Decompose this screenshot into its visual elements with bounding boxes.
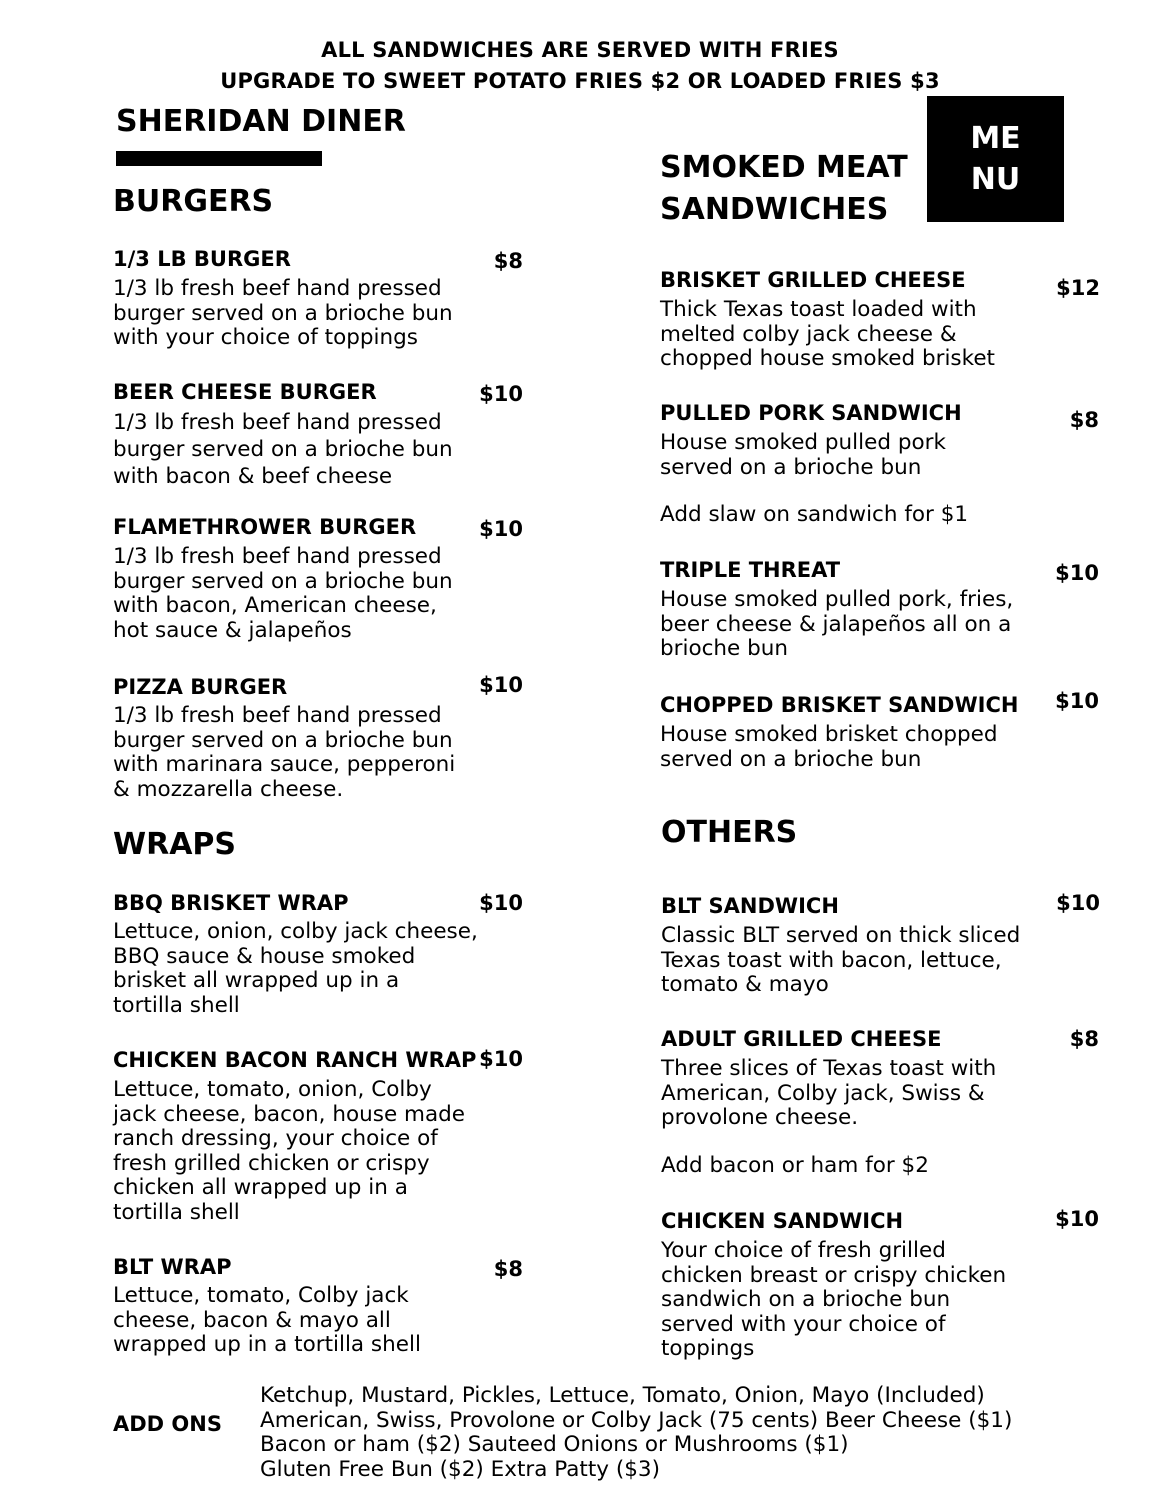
menu-item-description xyxy=(113,277,493,351)
add-ons-label: ADD ONS xyxy=(113,1412,222,1436)
menu-item-description xyxy=(113,920,493,1018)
menu-item-name: CHICKEN SANDWICH xyxy=(661,1209,904,1233)
menu-item-name: BBQ BRISKET WRAP xyxy=(113,891,349,915)
menu-item-price: $10 xyxy=(479,517,523,541)
description-line: tortilla shell xyxy=(113,1199,240,1225)
menu-item-description xyxy=(660,298,1032,372)
description-line: House smoked pulled pork xyxy=(660,430,946,455)
menu-item-price: $10 xyxy=(1055,561,1099,585)
menu-item-price: $10 xyxy=(479,382,523,406)
menu-item-name: TRIPLE THREAT xyxy=(660,558,841,582)
description-line: BBQ sauce & house smoked xyxy=(113,943,416,969)
menu-badge-line-2: NU xyxy=(970,162,1021,197)
menu-item-description xyxy=(660,723,1032,772)
menu-item-description xyxy=(660,431,1032,480)
description-line: sandwich on a brioche bun xyxy=(661,1287,951,1312)
description-line: served on a brioche bun xyxy=(660,746,922,772)
menu-item-price: $8 xyxy=(493,1257,523,1281)
menu-item-name: CHOPPED BRISKET SANDWICH xyxy=(660,693,1019,717)
banner-line-2: UPGRADE TO SWEET POTATO FRIES $2 OR LOADED FRIES $3 xyxy=(220,69,940,93)
description-line: brisket all wrapped up in a xyxy=(113,968,400,993)
menu-item-description xyxy=(661,1239,1033,1362)
description-line: with bacon & beef cheese xyxy=(113,464,393,489)
description-line: chopped house smoked brisket xyxy=(660,346,995,371)
section-title-wraps: WRAPS xyxy=(113,827,237,862)
description-line: burger served on a brioche bun xyxy=(113,727,453,753)
description-line: House smoked brisket chopped xyxy=(660,722,998,747)
menu-item-price: $8 xyxy=(1069,408,1099,432)
menu-item-name: PULLED PORK SANDWICH xyxy=(660,401,962,425)
description-line: hot sauce & jalapeños xyxy=(113,617,352,643)
menu-item-description xyxy=(113,1078,493,1225)
menu-item-price: $12 xyxy=(1056,276,1100,300)
description-line: toppings xyxy=(661,1336,755,1361)
description-line: chicken all wrapped up in a xyxy=(113,1175,408,1200)
description-line: & mozzarella cheese. xyxy=(113,776,344,802)
description-line: jack cheese, bacon, house made xyxy=(113,1101,466,1127)
menu-item-name: FLAMETHROWER BURGER xyxy=(113,515,417,539)
description-line: Thick Texas toast loaded with xyxy=(660,297,977,322)
menu-item-price: $10 xyxy=(479,673,523,697)
menu-item-description xyxy=(113,1284,493,1358)
description-line: 1/3 lb fresh beef hand pressed xyxy=(113,703,442,728)
menu-item-price: $10 xyxy=(1055,1207,1099,1231)
add-ons-line: Ketchup, Mustard, Pickles, Lettuce, Tomato, Onion, Mayo (Included) xyxy=(260,1383,985,1408)
description-line: chicken breast or crispy chicken xyxy=(661,1262,1007,1288)
description-line: melted colby jack cheese & xyxy=(660,321,957,347)
description-line: 1/3 lb fresh beef hand pressed xyxy=(113,544,442,569)
menu-item-name: CHICKEN BACON RANCH WRAP xyxy=(113,1048,477,1072)
banner-line-1: ALL SANDWICHES ARE SERVED WITH FRIES xyxy=(321,38,839,62)
restaurant-name: SHERIDAN DINER xyxy=(116,104,406,139)
description-line: cheese, bacon & mayo all xyxy=(113,1307,391,1333)
menu-item-price: $10 xyxy=(1055,689,1099,713)
description-line: burger served on a brioche bun xyxy=(113,300,453,326)
description-line: House smoked pulled pork, fries, xyxy=(660,587,1014,612)
menu-badge xyxy=(927,96,1064,222)
menu-item-description xyxy=(113,409,493,490)
menu-item-note: Add slaw on sandwich for $1 xyxy=(660,502,969,527)
description-line: served with your choice of xyxy=(661,1311,946,1337)
menu-item-name: 1/3 LB BURGER xyxy=(113,247,291,271)
description-line: with bacon, American cheese, xyxy=(113,593,437,618)
menu-item-description xyxy=(660,588,1032,662)
description-line: tortilla shell xyxy=(113,992,240,1018)
description-line: 1/3 lb fresh beef hand pressed xyxy=(113,276,442,301)
menu-item-description xyxy=(661,924,1033,998)
add-ons-list xyxy=(260,1384,1012,1482)
menu-item-price: $10 xyxy=(479,1047,523,1071)
menu-item-name: BRISKET GRILLED CHEESE xyxy=(660,268,966,292)
description-line: Your choice of fresh grilled xyxy=(661,1238,946,1263)
menu-item-note: Add bacon or ham for $2 xyxy=(661,1153,929,1178)
description-line: served on a brioche bun xyxy=(660,454,922,480)
section-title-burgers: BURGERS xyxy=(113,184,274,219)
description-line: fresh grilled chicken or crispy xyxy=(113,1150,430,1176)
menu-item-description xyxy=(113,704,493,802)
section-title-smoked-line-1: SMOKED MEAT xyxy=(660,150,908,185)
menu-item-price: $8 xyxy=(1069,1027,1099,1051)
description-line: Lettuce, tomato, onion, Colby xyxy=(113,1077,432,1102)
menu-item-name: BLT WRAP xyxy=(113,1255,232,1279)
description-line: burger served on a brioche bun xyxy=(113,568,453,594)
description-line: ranch dressing, your choice of xyxy=(113,1126,438,1151)
description-line: Lettuce, tomato, Colby jack xyxy=(113,1283,409,1308)
section-title-others: OTHERS xyxy=(661,815,798,850)
menu-item-name: BEER CHEESE BURGER xyxy=(113,380,377,404)
description-line: 1/3 lb fresh beef hand pressed xyxy=(113,410,442,435)
menu-item-price: $8 xyxy=(493,249,523,273)
description-line: with your choice of toppings xyxy=(113,325,418,350)
menu-item-price: $10 xyxy=(479,891,523,915)
title-underline-bar xyxy=(116,151,322,166)
add-ons-line: American, Swiss, Provolone or Colby Jack (75 cents) Beer Cheese ($1) xyxy=(260,1407,1013,1433)
menu-item-name: BLT SANDWICH xyxy=(661,894,839,918)
add-ons-line: Gluten Free Bun ($2) Extra Patty ($3) xyxy=(260,1456,660,1482)
description-line: brioche bun xyxy=(660,636,789,661)
description-line: Classic BLT served on thick sliced xyxy=(661,923,1021,948)
description-line: Three slices of Texas toast with xyxy=(661,1056,997,1081)
description-line: Texas toast with bacon, lettuce, xyxy=(661,947,1002,973)
menu-item-price: $10 xyxy=(1056,891,1100,915)
menu-item-name: PIZZA BURGER xyxy=(113,675,288,699)
description-line: wrapped up in a tortilla shell xyxy=(113,1332,421,1357)
menu-badge-line-1: ME xyxy=(970,121,1021,156)
description-line: provolone cheese. xyxy=(661,1105,859,1130)
description-line: American, Colby jack, Swiss & xyxy=(661,1080,985,1106)
description-line: beer cheese & jalapeños all on a xyxy=(660,611,1012,637)
description-line: burger served on a brioche bun xyxy=(113,437,453,462)
description-line: tomato & mayo xyxy=(661,972,829,997)
menu-item-name: ADULT GRILLED CHEESE xyxy=(661,1027,942,1051)
menu-item-description xyxy=(661,1057,1033,1131)
description-line: Lettuce, onion, colby jack cheese, xyxy=(113,919,478,944)
description-line: with marinara sauce, pepperoni xyxy=(113,752,456,777)
menu-item-description xyxy=(113,545,493,643)
section-title-smoked-line-2: SANDWICHES xyxy=(660,192,889,227)
add-ons-line: Bacon or ham ($2) Sauteed Onions or Mushrooms ($1) xyxy=(260,1432,849,1457)
